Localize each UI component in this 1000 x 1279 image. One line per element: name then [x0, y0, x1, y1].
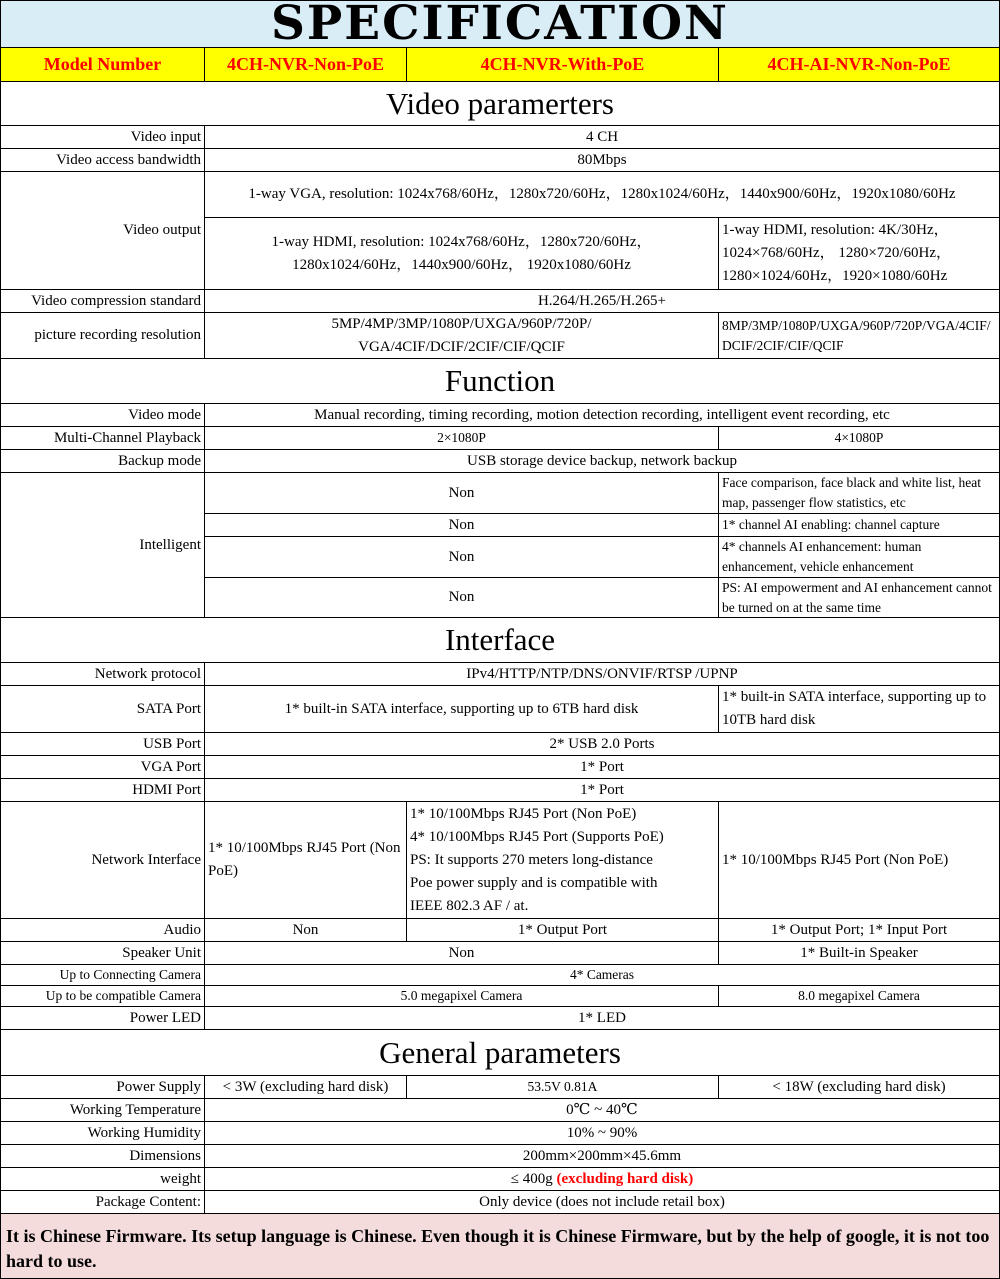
- row-label-sata: SATA Port: [0, 685, 205, 733]
- row-label-compatible-camera: Up to be compatible Camera: [0, 985, 205, 1007]
- row-label-video-compression: Video compression standard: [0, 289, 205, 313]
- row-label-vga: VGA Port: [0, 755, 205, 779]
- recording-resolution-std: 5MP/4MP/3MP/1080P/UXGA/960P/720P/ VGA/4CIF/DCIF/2CIF/CIF/QCIF: [204, 312, 719, 359]
- row-label-playback: Multi-Channel Playback: [0, 426, 205, 450]
- video-compression-value: H.264/H.265/H.265+: [204, 289, 1000, 313]
- row-label-video-mode: Video mode: [0, 403, 205, 427]
- model-number-label: Model Number: [0, 47, 205, 82]
- weight-note: (excluding hard disk): [556, 1170, 694, 1187]
- package-value: Only device (does not include retail box): [204, 1190, 1000, 1214]
- compatible-camera-std: 5.0 megapixel Camera: [204, 985, 719, 1007]
- temperature-value: 0℃ ~ 40℃: [204, 1098, 1000, 1122]
- usb-value: 2* USB 2.0 Ports: [204, 732, 1000, 756]
- model-ai-non-poe: 4CH-AI-NVR-Non-PoE: [718, 47, 1000, 82]
- audio-poe: 1* Output Port: [406, 918, 719, 942]
- video-output-hdmi-ai: 1-way HDMI, resolution: 4K/30Hz，1024×768/60Hz， 1280×720/60Hz，1280×1024/60Hz，1920×1080/60Hz: [718, 217, 1000, 290]
- row-label-usb: USB Port: [0, 732, 205, 756]
- power-led-value: 1* LED: [204, 1006, 1000, 1030]
- row-label-intelligent: Intelligent: [0, 472, 205, 618]
- row-label-connect-camera: Up to Connecting Camera: [0, 964, 205, 986]
- video-output-hdmi-std: 1-way HDMI, resolution: 1024x768/60Hz，1280x720/60Hz，1280x1024/60Hz，1440x900/60Hz， 1920x1080/60Hz: [204, 217, 719, 290]
- sata-std: 1* built-in SATA interface, supporting up to 6TB hard disk: [204, 685, 719, 733]
- video-bandwidth-value: 80Mbps: [204, 148, 1000, 172]
- section-title-video: Video paramerters: [0, 81, 1000, 126]
- intelligent-ai-2: 1* channel AI enabling: channel capture: [718, 513, 1000, 537]
- playback-std: 2×1080P: [204, 426, 719, 450]
- intelligent-std-1: Non: [204, 472, 719, 514]
- intelligent-ai-1: Face comparison, face black and white list, heat map, passenger flow statistics, etc: [718, 472, 1000, 514]
- vga-value: 1* Port: [204, 755, 1000, 779]
- audio-ai: 1* Output Port; 1* Input Port: [718, 918, 1000, 942]
- model-with-poe: 4CH-NVR-With-PoE: [406, 47, 719, 82]
- row-label-dimensions: Dimensions: [0, 1144, 205, 1168]
- row-label-network-protocol: Network protocol: [0, 662, 205, 686]
- network-poe-line-2: 4* 10/100Mbps RJ45 Port (Supports PoE): [410, 828, 664, 845]
- row-label-temperature: Working Temperature: [0, 1098, 205, 1122]
- row-label-backup: Backup mode: [0, 449, 205, 473]
- speaker-ai: 1* Built-in Speaker: [718, 941, 1000, 965]
- row-label-power-supply: Power Supply: [0, 1075, 205, 1099]
- row-label-humidity: Working Humidity: [0, 1121, 205, 1145]
- row-label-package: Package Content:: [0, 1190, 205, 1214]
- row-label-video-output: Video output: [0, 171, 205, 290]
- power-non-poe: < 3W (excluding hard disk): [204, 1075, 407, 1099]
- video-output-vga: 1-way VGA, resolution: 1024x768/60Hz，1280x720/60Hz，1280x1024/60Hz，1440x900/60Hz，1920x1080/60Hz: [204, 171, 1000, 218]
- row-label-video-input: Video input: [0, 125, 205, 149]
- playback-ai: 4×1080P: [718, 426, 1000, 450]
- row-label-recording-resolution: picture recording resolution: [0, 312, 205, 359]
- compatible-camera-ai: 8.0 megapixel Camera: [718, 985, 1000, 1007]
- network-poe: [406, 801, 719, 919]
- network-protocol-value: IPv4/HTTP/NTP/DNS/ONVIF/RTSP /UPNP: [204, 662, 1000, 686]
- section-title-interface: Interface: [0, 617, 1000, 663]
- row-label-weight: weight: [0, 1167, 205, 1191]
- power-poe: 53.5V 0.81A: [406, 1075, 719, 1099]
- power-ai: < 18W (excluding hard disk): [718, 1075, 1000, 1099]
- intelligent-std-3: Non: [204, 536, 719, 578]
- row-label-speaker: Speaker Unit: [0, 941, 205, 965]
- network-poe-line-5: IEEE 802.3 AF / at.: [410, 897, 529, 914]
- weight-value: ≤ 400g: [510, 1170, 553, 1187]
- intelligent-ai-3: 4* channels AI enhancement: human enhancement, vehicle enhancement: [718, 536, 1000, 578]
- speaker-std: Non: [204, 941, 719, 965]
- network-poe-line-3: PS: It supports 270 meters long-distance: [410, 851, 653, 868]
- dimensions-value: 200mm×200mm×45.6mm: [204, 1144, 1000, 1168]
- firmware-note: It is Chinese Firmware. Its setup language is Chinese. Even though it is Chinese Firmware, but by the help of google, it is not too hard to use.: [0, 1213, 1000, 1279]
- row-label-video-bandwidth: Video access bandwidth: [0, 148, 205, 172]
- humidity-value: 10% ~ 90%: [204, 1121, 1000, 1145]
- weight-cell: [204, 1167, 1000, 1191]
- intelligent-ai-4: PS: AI empowerment and AI enhancement cannot be turned on at the same time: [718, 577, 1000, 618]
- audio-non-poe: Non: [204, 918, 407, 942]
- recording-resolution-ai: 8MP/3MP/1080P/UXGA/960P/720P/VGA/4CIF/ DCIF/2CIF/CIF/QCIF: [718, 312, 1000, 359]
- row-label-power-led: Power LED: [0, 1006, 205, 1030]
- video-mode-value: Manual recording, timing recording, motion detection recording, intelligent event recording, etc: [204, 403, 1000, 427]
- intelligent-std-2: Non: [204, 513, 719, 537]
- sata-ai: 1* built-in SATA interface, supporting up to 10TB hard disk: [718, 685, 1000, 733]
- page-title: SPECIFICATION: [0, 0, 1000, 48]
- video-input-value: 4 CH: [204, 125, 1000, 149]
- network-poe-line-1: 1* 10/100Mbps RJ45 Port (Non PoE): [410, 805, 637, 822]
- section-title-general: General parameters: [0, 1029, 1000, 1076]
- row-label-network-interface: Network Interface: [0, 801, 205, 919]
- network-non-poe: 1* 10/100Mbps RJ45 Port (Non PoE): [204, 801, 407, 919]
- section-title-function: Function: [0, 358, 1000, 404]
- intelligent-std-4: Non: [204, 577, 719, 618]
- hdmi-value: 1* Port: [204, 778, 1000, 802]
- network-ai: 1* 10/100Mbps RJ45 Port (Non PoE): [718, 801, 1000, 919]
- backup-value: USB storage device backup, network backup: [204, 449, 1000, 473]
- connect-camera-value: 4* Cameras: [204, 964, 1000, 986]
- network-poe-line-4: Poe power supply and is compatible with: [410, 874, 658, 891]
- model-non-poe: 4CH-NVR-Non-PoE: [204, 47, 407, 82]
- row-label-hdmi: HDMI Port: [0, 778, 205, 802]
- row-label-audio: Audio: [0, 918, 205, 942]
